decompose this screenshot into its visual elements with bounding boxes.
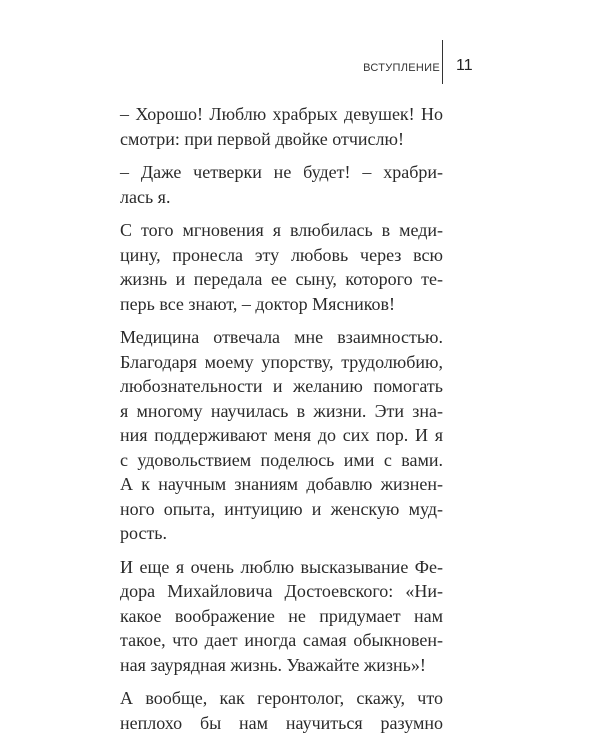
paragraph xyxy=(120,325,443,546)
paragraph xyxy=(120,218,443,316)
paragraph xyxy=(120,686,443,735)
text-line: жизнь и передала ее сыну, которого те- xyxy=(120,269,443,289)
text-line: И еще я очень люблю высказывание Фе- xyxy=(120,556,443,577)
text-line: перь все знают, – доктор Мясников! xyxy=(120,293,396,314)
paragraph xyxy=(120,102,443,151)
paragraph xyxy=(120,555,443,678)
text-line: такое, что дает иногда самая обыкновен- xyxy=(120,630,443,650)
text-line: рость. xyxy=(120,523,168,543)
text-line: с удовольствием поделюсь ими с вами. xyxy=(120,449,443,470)
text-line: любознательности и желанию помогать xyxy=(120,376,443,396)
text-line: какое воображение не придумает нам xyxy=(120,605,443,626)
text-line: ного опыта, интуицию и женскую муд- xyxy=(120,498,443,519)
text-line: ния поддерживают меня до сих пор. И я xyxy=(120,425,443,445)
text-line: смотри: при первой двойке отчислю! xyxy=(120,128,404,149)
text-line: Благодаря моему упорству, трудолюбию, xyxy=(120,351,443,372)
body-text xyxy=(120,102,443,744)
text-line: А вообще, как геронтолог, скажу, что xyxy=(120,688,443,708)
text-line: неплохо бы нам научиться разумно xyxy=(120,712,443,733)
text-line: цину, пронесла эту любовь через всю xyxy=(120,244,443,265)
paragraph xyxy=(120,160,443,209)
text-line: – Хорошо! Люблю храбрых девушек! Но xyxy=(120,104,443,124)
text-line: – Даже четверки не будет! – храбри- xyxy=(120,162,443,182)
page-number: 11 xyxy=(456,57,473,74)
header-divider xyxy=(442,40,443,84)
running-header xyxy=(0,40,600,84)
text-line: ная заурядная жизнь. Уважайте жизнь»! xyxy=(120,654,426,675)
text-line: дора Михайловича Достоевского: «Ни- xyxy=(120,581,443,601)
text-line: А к научным знаниям добавлю жизнен- xyxy=(120,474,443,494)
section-title: ВСТУПЛЕНИЕ xyxy=(363,62,440,74)
text-line: я многому научилась в жизни. Эти зна- xyxy=(120,400,443,421)
text-line: С того мгновения я влюбилась в меди- xyxy=(120,220,443,240)
text-line: Медицина отвечала мне взаимностью. xyxy=(120,327,443,347)
text-line: лась я. xyxy=(120,186,171,207)
